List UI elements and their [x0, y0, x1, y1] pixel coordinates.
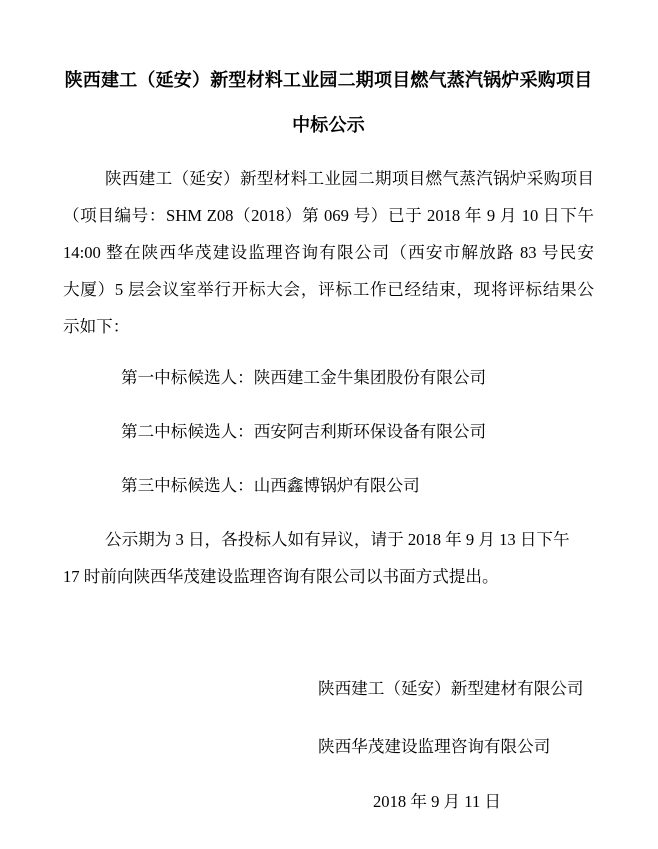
candidate-list: [63, 359, 594, 504]
candidate-second: 第二中标候选人：西安阿吉利斯环保设备有限公司: [121, 422, 487, 441]
signature-company-builder: 陕西建工（延安）新型建材有限公司: [318, 679, 584, 698]
signature-block: [63, 670, 594, 820]
title-line-2: 中标公示: [292, 115, 365, 135]
notice-paragraph: [63, 521, 594, 595]
intro-line-2: （项目编号：SHM Z08（2018）第 069 号）已于 2018 年 9 月 10 日下午: [63, 206, 594, 225]
candidate-third: 第三中标候选人：山西鑫博锅炉有限公司: [121, 476, 420, 495]
signature-company-supervisor: 陕西华茂建设监理咨询有限公司: [318, 737, 551, 756]
intro-line-3: 14:00 整在陕西华茂建设监理咨询有限公司（西安市解放路 83 号民安: [63, 243, 594, 262]
intro-line-4: 大厦）5 层会议室举行开标大会，评标工作已经结束，现将评标结果公: [63, 280, 594, 299]
candidate-first: 第一中标候选人：陕西建工金牛集团股份有限公司: [121, 368, 487, 387]
signature-date: 2018 年 9 月 11 日: [373, 792, 501, 811]
title-line-1: 陕西建工（延安）新型材料工业园二期项目燃气蒸汽锅炉采购项目: [64, 70, 593, 90]
notice-line-2: 17 时前向陕西华茂建设监理咨询有限公司以书面方式提出。: [63, 567, 499, 586]
intro-line-5: 示如下：: [63, 317, 130, 336]
intro-paragraph: [63, 160, 594, 345]
intro-line-1: 陕西建工（延安）新型材料工业园二期项目燃气蒸汽锅炉采购项目: [105, 169, 594, 188]
notice-line-1: 公示期为 3 日，各投标人如有异议，请于 2018 年 9 月 13 日下午: [105, 530, 570, 549]
document-title: [63, 58, 594, 148]
